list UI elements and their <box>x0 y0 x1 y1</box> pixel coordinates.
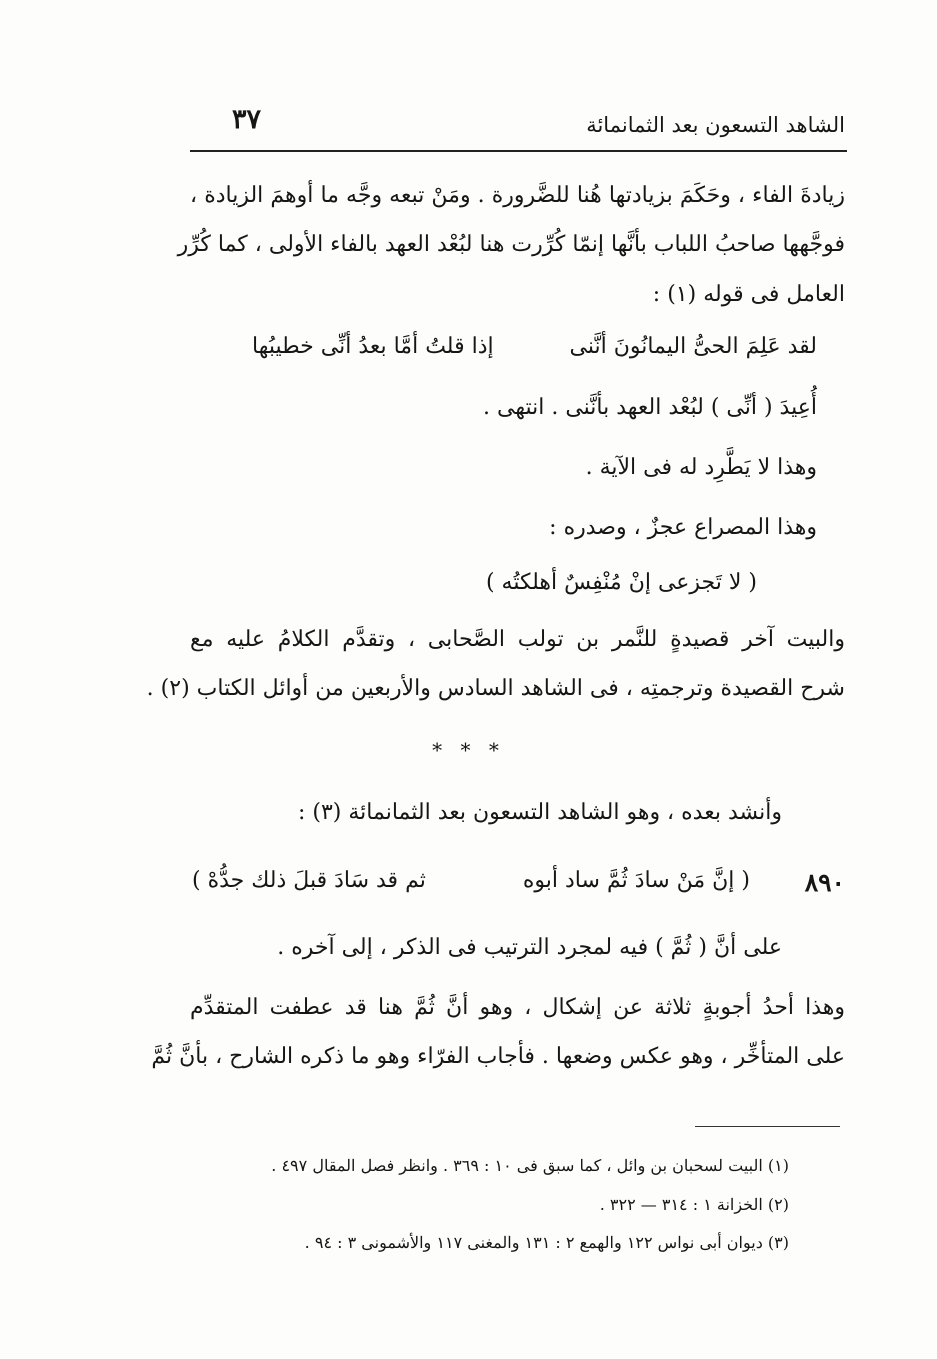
verse-first-half: ( لا تَجزعى إنْ مُنْفِسٌ أهلكتُه ) <box>485 570 757 595</box>
header-rule <box>190 150 847 152</box>
paragraph-1-line-1: زيادةَ الفاء ، وحَكَمَ بزيادتها هُنا للضَّرورة . ومَنْ تبعه وجَّه ما أوهمَ الزيادة ، <box>190 183 845 208</box>
paragraph-1-line-2: فوجَّهها صاحبُ اللباب بأنَّها إنمّا كُرِّرت هنا لبُعْد العهد بالفاء الأولى ، كما كُرِّر <box>177 232 845 257</box>
entry-hemistich-1: ( إنَّ مَنْ سادَ ثُمَّ ساد أبوه <box>522 868 750 893</box>
page-number: ٣٧ <box>232 104 262 135</box>
footnote-1: (١) البيت لسحبان بن وائل ، كما سبق فى ١٠ : ٣٦٩ . وانظر فصل المقال ٤٩٧ . <box>271 1156 789 1175</box>
paragraph-2-line-2: شرح القصيدة وترجمتِه ، فى الشاهد السادس والأربعين من أوائل الكتاب (٢) . <box>146 676 845 701</box>
paragraph-2-line-1: والبيت آخر قصيدةٍ للنَّمر بن تولب الصَّحابى ، وتقدَّم الكلامُ عليه مع <box>190 627 845 652</box>
section-separator: * * * <box>432 738 505 762</box>
entry-note: على أنَّ ( ثُمَّ ) فيه لمجرد الترتيب فى الذكر ، إلى آخره . <box>277 935 782 960</box>
paragraph-3-line-1: وهذا أحدُ أجوبةٍ ثلاثة عن إشكال ، وهو أنَّ ثُمَّ هنا قد عطفت المتقدِّم <box>190 995 845 1020</box>
remark-line-2: وهذا المصراع عجزٌ ، وصدره : <box>549 515 817 540</box>
entry-hemistich-2: ثم قد سَادَ قبلَ ذلك جدُّهْ ) <box>192 868 426 893</box>
intro-line: وأنشد بعده ، وهو الشاهد التسعون بعد الثمانمائة (٣) : <box>297 800 782 825</box>
running-header-title: الشاهد التسعون بعد الثمانمائة <box>586 113 845 137</box>
verse-hemistich-1: لقد عَلِمَ الحىُّ اليمانُونَ أنَّنى <box>569 334 817 359</box>
footnote-2: (٢) الخزانة ١ : ٣١٤ — ٣٢٢ . <box>599 1195 789 1214</box>
remark-line-1: وهذا لا يَطَّرِد له فى الآية . <box>585 455 817 480</box>
paragraph-1-line-3: العامل فى قوله (١) : <box>652 282 845 307</box>
witness-entry <box>192 868 845 908</box>
paragraph-3-line-2: على المتأخِّر ، وهو عكس وضعها . فأجاب الفرّاء وهو ما ذكره الشارح ، بأنَّ ثُمَّ <box>151 1044 845 1069</box>
verse-hemistich-2: إذا قلتُ أمَّا بعدُ أنِّى خطيبُها <box>252 334 494 359</box>
repetition-note: أُعِيدَ ( أنِّى ) لبُعْد العهد بأنَّنى . انتهى . <box>483 395 817 420</box>
footnote-3: (٣) ديوان أبى نواس ١٢٢ والهمع ٢ : ١٣١ والمغنى ١١٧ والأشمونى ٣ : ٩٤ . <box>304 1233 789 1252</box>
footnote-rule <box>695 1126 840 1127</box>
entry-number: ٨٩٠ <box>804 868 845 897</box>
